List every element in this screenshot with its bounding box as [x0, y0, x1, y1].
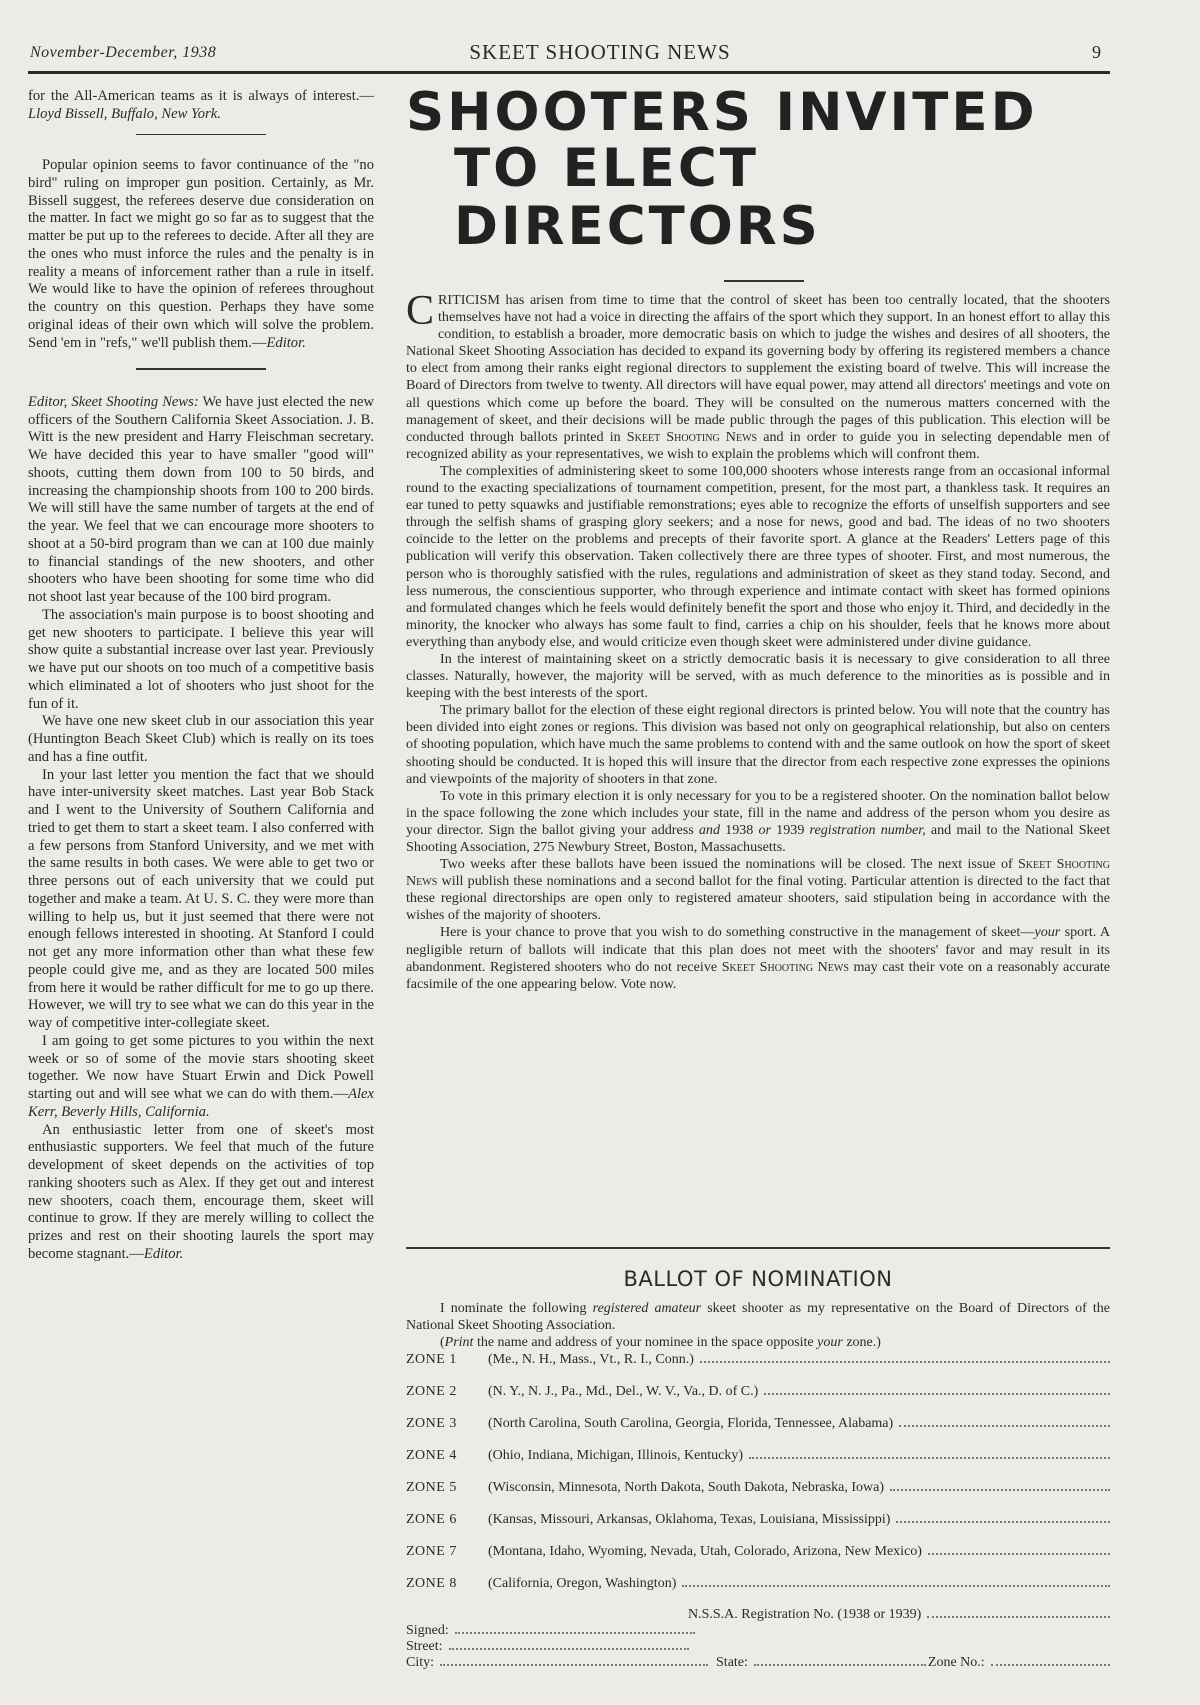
zone-label: ZONE 8 [406, 1576, 457, 1591]
zone-row [406, 1479, 1110, 1496]
zone-row [406, 1383, 1110, 1400]
article-paragraph: The primary ballot for the election of these eight regional directors is printed below. You will note that the country has been divided into eight zones or regions. This division was based not only on geographical relationship, but also on centers of shooting population, which have much the same problems to contend with and the same outlook on how the sport of skeet shooting should be conducted. It is hoped this will insure that the director from each respective zone expresses the opinions and viewpoints of the majority of shooters in that zone. [406, 702, 1110, 787]
nominee-entry-field[interactable] [749, 1447, 1110, 1459]
editor-signature: Editor. [143, 1245, 184, 1262]
registration-field[interactable] [927, 1606, 1110, 1618]
letter-continuation: for the All-American teams as it is always of interest.—Lloyd Bissell, Buffalo, New York. [28, 88, 374, 122]
signature-field[interactable] [455, 1622, 695, 1634]
headline-line-2: TO ELECT DIRECTORS [454, 138, 821, 257]
nominee-entry-field[interactable] [899, 1415, 1110, 1427]
article-paragraph: Here is your chance to prove that you wish to do something constructive in the management of skeet—your sport. A negligible return of ballots will indicate that this plan does not meet with the shooters' favor and may result in its abandonment. Registered shooters who do not receive Skeet Shooting News may cast their vote on a reasonably accurate facsimile of the one appearing below. Vote now. [406, 924, 1110, 992]
zone-states: (California, Oregon, Washington) [488, 1576, 677, 1591]
signed-label: Signed: [406, 1623, 449, 1638]
zone-states: (Me., N. H., Mass., Vt., R. I., Conn.) [488, 1352, 694, 1367]
page-number: 9 [1092, 42, 1101, 62]
state-field[interactable] [754, 1654, 926, 1666]
street-field[interactable] [449, 1638, 689, 1650]
ballot-instructions: (Print the name and address of your nominee in the space opposite your zone.) [440, 1335, 881, 1350]
article-end-rule [406, 1247, 1110, 1249]
zone-label: ZONE 2 [406, 1384, 457, 1399]
zone-row [406, 1511, 1110, 1528]
zone-label: ZONE 1 [406, 1352, 457, 1367]
street-line [406, 1638, 1110, 1655]
letter-paragraph: I am going to get some pictures to you within the next week or so of some of the movie stars shooting skeet together. We now have Stuart Erwin and Dick Powell starting out and will see what we can do with them.—Alex Kerr, Beverly Hills, California. [28, 1032, 374, 1120]
letter-signature: Lloyd Bissell, Buffalo, New York. [28, 105, 221, 122]
ballot-intro: I nominate the following registered amateur skeet shooter as my representative on the Board of Directors of the National Skeet Shooting Association. [406, 1301, 1110, 1333]
letter-salutation: Editor, Skeet Shooting News: [28, 393, 199, 410]
zone-label: ZONE 4 [406, 1448, 457, 1463]
header-rule [28, 71, 1110, 74]
letter-paragraph: We have one new skeet club in our association this year (Huntington Beach Skeet Club) which is really on its toes and has a fine outfit. [28, 713, 374, 765]
editor-response: Popular opinion seems to favor continuance of the "no bird" ruling on improper gun position. Certainly, as Mr. Bissell suggest, the referees deserve due consideration on the matter. In fact we might go so far as to suggest that the matter be put up to the referees to decide. After all they are the ones who must inforce the rules and the penalty is in reality a means of inforcement rather than a rule in itself. We would like to have the opinion of referees throughout the country on this question. Perhaps they have some original ideas of their own which will solve the problem. Send 'em in "refs," we'll publish them.—Editor. [28, 157, 374, 351]
zone-no-field[interactable] [991, 1654, 1110, 1666]
letter-paragraph: In your last letter you mention the fact that we should have inter-university skeet matches. Last year Bob Stack and I went to the University of Southern California and tried to get them to start a skeet team. I also conferred with a few persons from Stanford University, and we met with the same results in both cases. We were able to get two or three persons out of each university that we could put together and make a team. At U. S. C. they were more than willing to help us, but it just seemed that there were not enough fellows interested in shooting. At Stanford I could not get any more information other than what these few people could give me, and as they are located 500 miles from here it would be rather difficult for me to go up there. However, we will try to see what we can do this year in the way of competitive inter-collegiate skeet. [28, 766, 374, 1031]
city-field[interactable] [440, 1654, 708, 1666]
article-paragraph: Two weeks after these ballots have been issued the nominations will be closed. The next issue of Skeet Shooting News will publish these nominations and a second ballot for the final voting. Particular attention is directed to the fact that these regional directorships are open only to registered amateur shooters, said stipulation being in accordance with the wishes of the majority of shooters. [406, 856, 1110, 924]
nominee-entry-field[interactable] [764, 1383, 1110, 1395]
nominee-entry-field[interactable] [896, 1511, 1110, 1523]
state-label: State: [716, 1655, 748, 1670]
zone-states: (Montana, Idaho, Wyoming, Nevada, Utah, Colorado, Arizona, New Mexico) [488, 1544, 922, 1559]
city-label: City: [406, 1655, 435, 1670]
zone-label: ZONE 6 [406, 1512, 457, 1527]
zone-row [406, 1447, 1110, 1464]
editor-signature: Editor. [266, 334, 306, 351]
registration-line [406, 1606, 1110, 1623]
editor-response: An enthusiastic letter from one of skeet's most enthusiastic supporters. We feel that much of the future development of skeet depends on the activities of top ranking shooters such as Alex. If they get out and interest new shooters, coach them, encourage them, skeet will continue to grow. If they are merely willing to collect the prizes and rest on their shooting laurels the sport may become stagnant.—Editor. [28, 1121, 374, 1262]
article-paragraph: CRITICISM has arisen from time to time that the control of skeet has been too centrally located, that the shooters themselves have not had a voice in directing the affairs of the sport which they support. In an honest effort to allay this condition, to establish a broader, more democratic basis on which to judge the wishes and desires of all shooters, the National Skeet Shooting Association has decided to expand its governing body by offering its registered members a chance to elect from among their ranks eight regional directors to supplement the existing board of twelve. This will increase the Board of Directors from twelve to twenty. All directors will have equal power, may attend all directors' meetings and vote on all questions which come up before the board. They will be consulted on the numerous matters concerned with the management of skeet, and their decisions will be made public through the pages of this publication. This election will be conducted through ballots printed in Skeet Shooting News and in order to guide you in selecting dependable men of recognized ability as your representatives, we wish to explain the problems which will confront them. [406, 288, 1111, 462]
zone-label: ZONE 5 [406, 1480, 457, 1495]
article-paragraph: The complexities of administering skeet to some 100,000 shooters whose interests range from an occasional informal round to the exacting specializations of tournament competition, present, for the most part, a thankless task. It requires an ear tuned to petty squawks and justifiable remonstrations; eyes able to recognize the efforts of unselfish supporters and see through the selfish shams of grasping glory seekers; and a nose for news, good and bad. The ideas of no two shooters coincide to the letter on the problems and precepts of their favorite sport. A glance at the Readers' Letters page of this publication will verify this observation. Taken collectively there are three types of shooter. First, and most numerous, the person who is thoroughly satisfied with the rules, regulations and administration of skeet as they stand today. Second, and less numerous, the conscientious supporter, who through experience and intimate contact with skeet has formed opinions and formulated changes which he feels would definitely benefit the sport and those who enjoy it. Third, and decidedly in the minority, the knocker who always has some fault to find, carries a chip on his shoulder, feels that he knows more about everything than anybody else, and would criticize even though skeet were administered under divine guidance. [406, 462, 1110, 650]
nominee-entry-field[interactable] [890, 1479, 1110, 1491]
street-label: Street: [406, 1639, 443, 1654]
zone-states: (Kansas, Missouri, Arkansas, Oklahoma, Texas, Louisiana, Mississippi) [488, 1512, 891, 1527]
nominee-entry-field[interactable] [928, 1543, 1110, 1555]
section-divider [136, 134, 266, 136]
zone-row [406, 1415, 1110, 1432]
zone-label: ZONE 3 [406, 1416, 457, 1431]
section-divider [136, 368, 266, 370]
zone-states: (Wisconsin, Minnesota, North Dakota, South Dakota, Nebraska, Iowa) [488, 1480, 885, 1495]
letter-paragraph: Editor, Skeet Shooting News: We have just elected the new officers of the Southern California Skeet Association. J. B. Witt is the new president and Harry Fleischman secretary. We have decided this year to have smaller "good will" shoots, cutting them down from 100 to 50 birds, and increasing the championship shoots from 100 to 200 birds. We will still have the same number of targets at the end of the year. We feel that we can encourage more shooters to shoot at a 50-bird program than we can at 100 due mainly to financial standings of the new shooters, and other shooters who have been shooting for some time who did not shoot last year because of the 100 bird program. [28, 393, 375, 605]
letter-paragraph: The association's main purpose is to boost shooting and get new shooters to participate. I believe this year will show quite a substantial increase over last year. Previously we have put our shoots on too much of a competitive basis which eliminated a lot of shooters who just shoot for the fun of it. [28, 606, 374, 712]
headline-line-1: SHOOTERS INVITED [406, 82, 1038, 143]
issue-date: November-December, 1938 [30, 44, 217, 61]
headline-rule [724, 280, 804, 282]
zone-row [406, 1543, 1110, 1560]
registration-label: N.S.S.A. Registration No. (1938 or 1939) [688, 1607, 922, 1622]
publication-title: SKEET SHOOTING NEWS [469, 40, 731, 64]
zone-no-label: Zone No.: [927, 1655, 985, 1670]
zone-states: (North Carolina, South Carolina, Georgia, Florida, Tennessee, Alabama) [488, 1416, 894, 1431]
zone-row [406, 1575, 1110, 1592]
letters-column [28, 88, 374, 1264]
article-body [406, 288, 1111, 993]
nominee-entry-field[interactable] [682, 1575, 1110, 1587]
drop-cap: C [406, 288, 435, 334]
zone-label: ZONE 7 [406, 1544, 457, 1559]
article-paragraph: In the interest of maintaining skeet on a strictly democratic basis it is necessary to give consideration to all three classes. Naturally, however, the majority will be served, with as much deference to the minorities as is possible and in keeping with the best interests of the sport. [406, 650, 1110, 702]
article-paragraph: To vote in this primary election it is only necessary for you to be a registered shooter. On the nomination ballot below in the space following the zone which includes your state, fill in the name and address of the person whom you desire as your director. Sign the ballot giving your address and 1938 or 1939 registration number, and mail to the National Skeet Shooting Association, 275 Newbury Street, Boston, Massachusetts. [406, 787, 1111, 855]
signed-line [406, 1622, 1110, 1639]
nominee-entry-field[interactable] [700, 1351, 1110, 1363]
ballot-title: BALLOT OF NOMINATION [623, 1267, 893, 1291]
city-state-zone-line [406, 1654, 1110, 1671]
letter-signature: Alex Kerr, Beverly Hills, California. [28, 1086, 374, 1120]
signature-block [406, 1606, 1110, 1668]
zone-states: (N. Y., N. J., Pa., Md., Del., W. V., Va., D. of C.) [488, 1384, 759, 1399]
nomination-ballot [406, 1267, 1110, 1670]
zone-states: (Ohio, Indiana, Michigan, Illinois, Kentucky) [488, 1448, 744, 1463]
zone-row [406, 1351, 1110, 1368]
